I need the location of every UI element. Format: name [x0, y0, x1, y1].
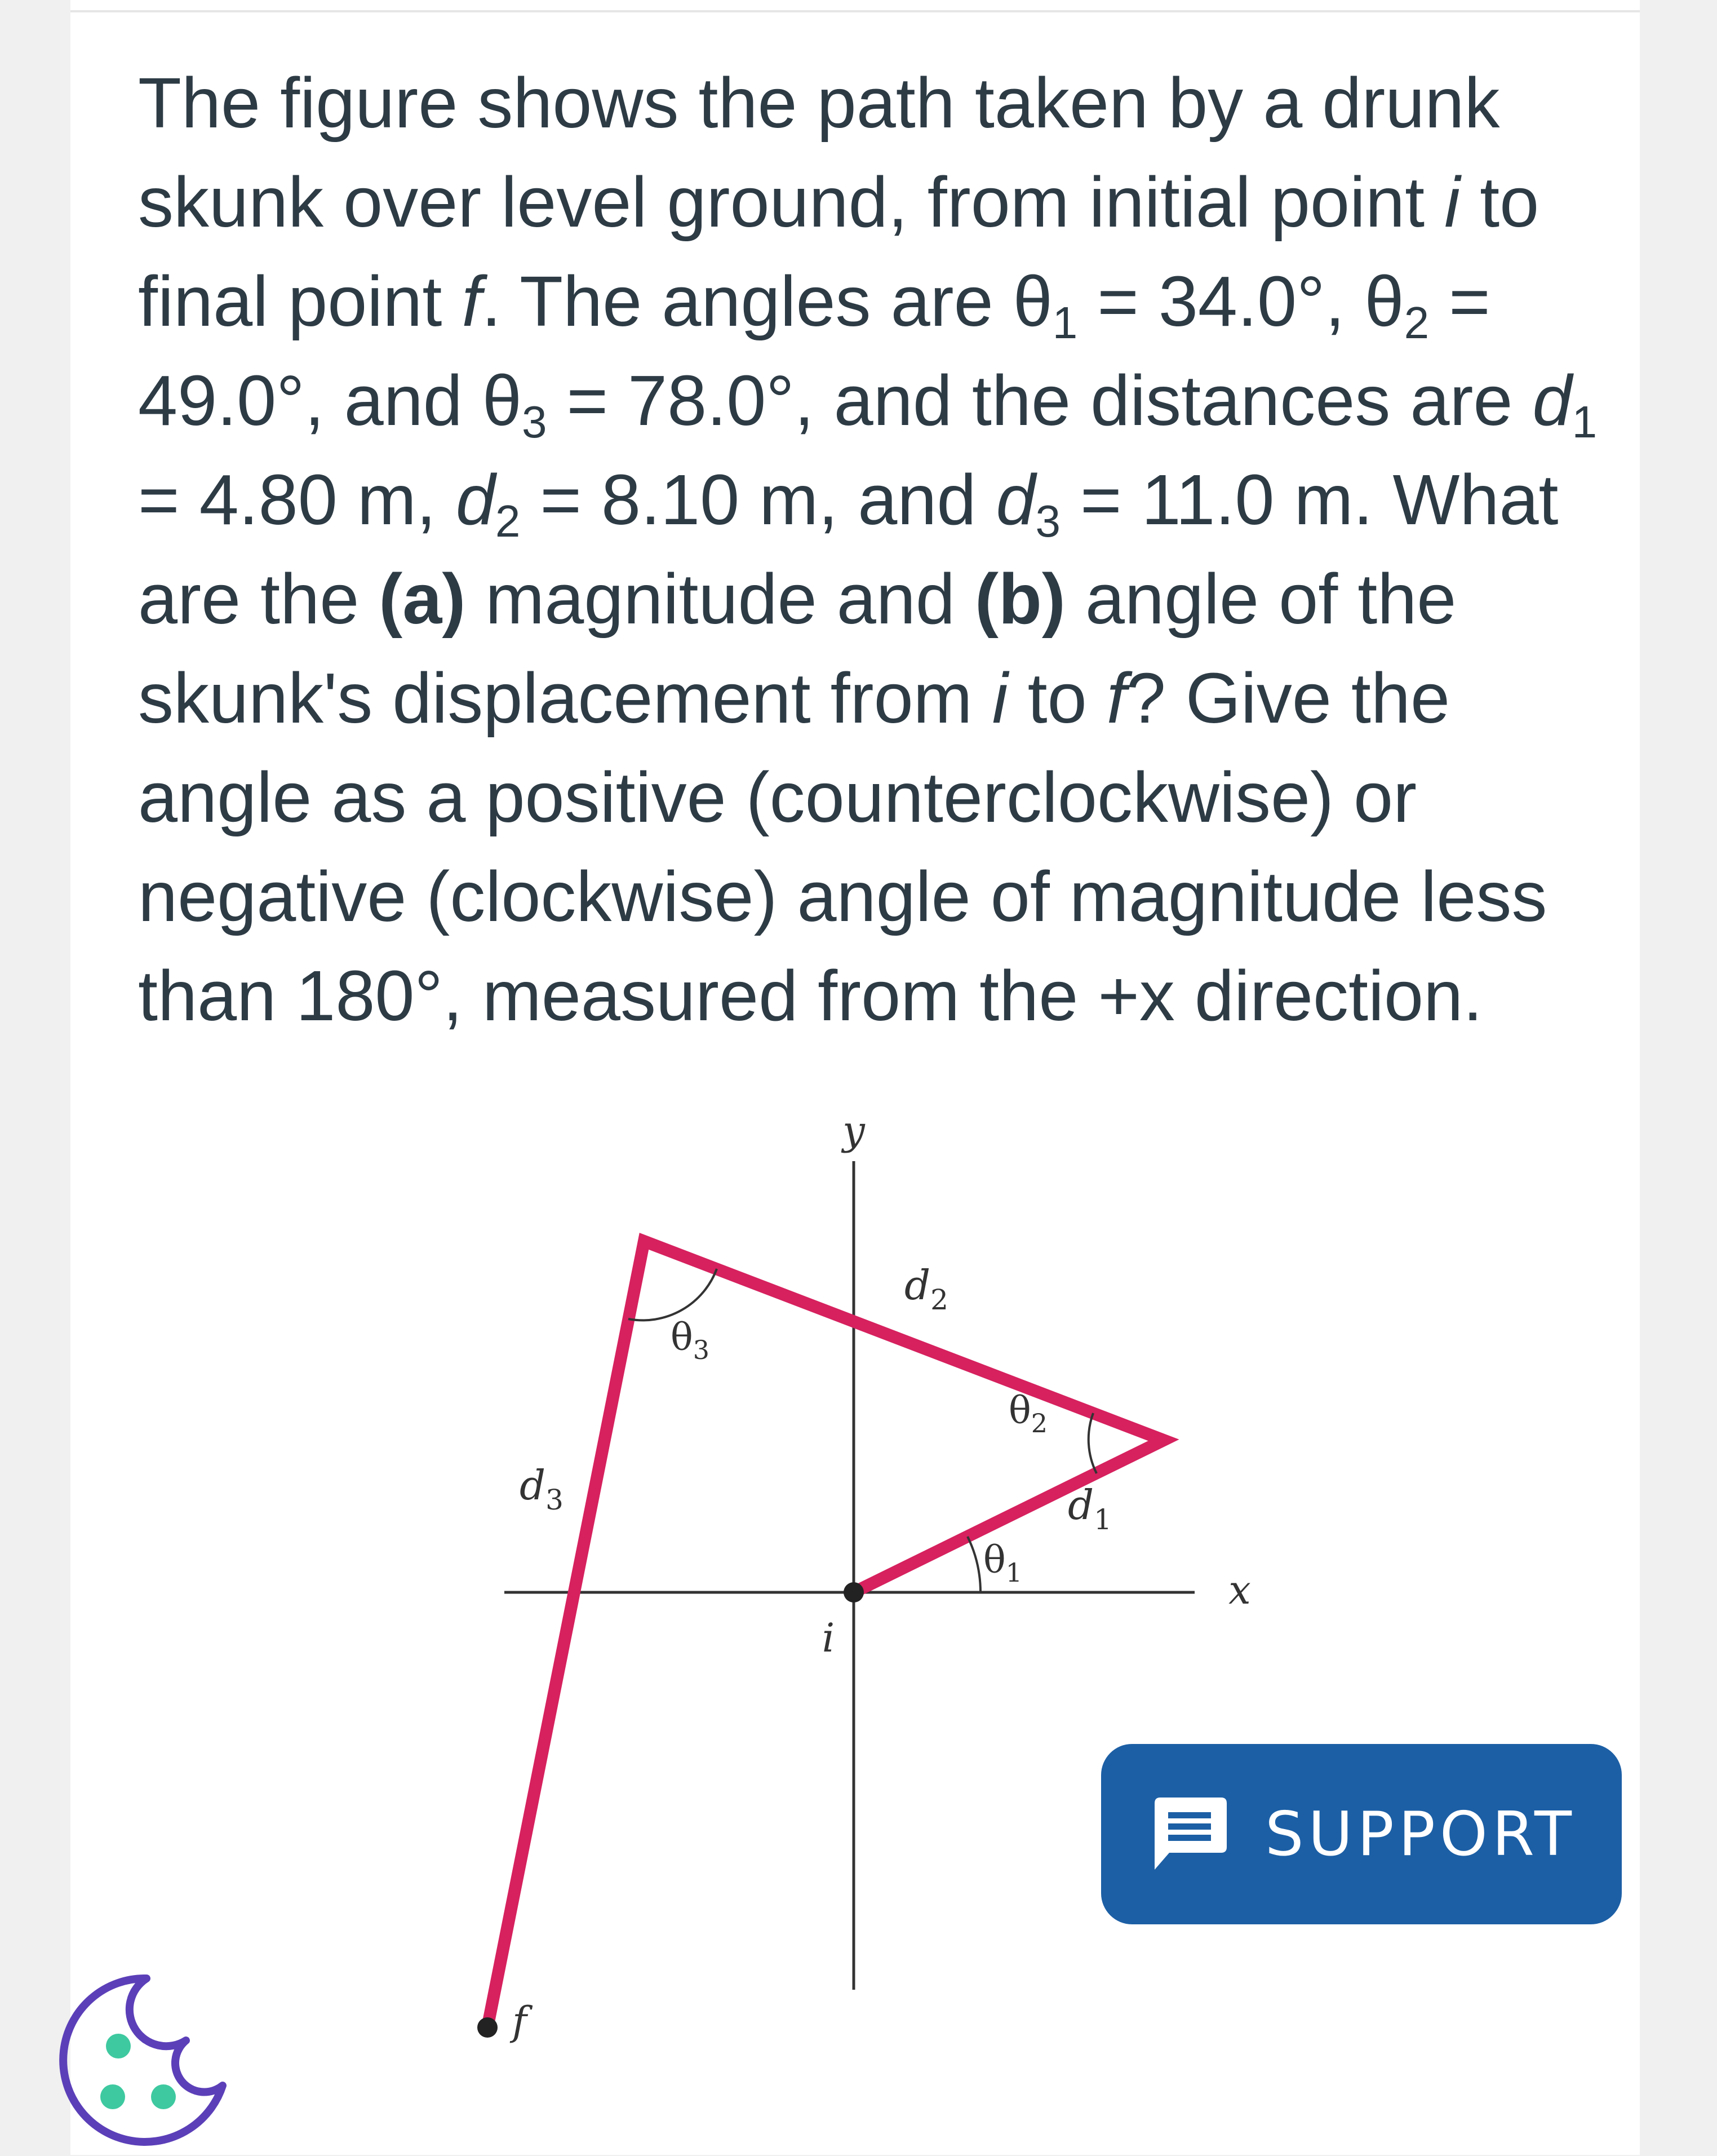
d2-label: $d_2$ — [904, 1261, 948, 1316]
support-label: SUPPORT — [1265, 1799, 1577, 1870]
top-divider — [70, 10, 1640, 12]
chat-bubble-icon — [1147, 1792, 1231, 1876]
theta1-arc — [968, 1537, 980, 1592]
start-label-i: i — [822, 1615, 835, 1661]
support-button[interactable] — [1101, 1744, 1622, 1924]
question-text: The figure shows the path taken by a drunk skunk over level ground, from initial point i to final point f. The angles are $\theta_1 = 34.0^\circ$, $\theta_2 = 49.0^\circ$, and $\theta_3 = 78.0^\circ$, and the distances are $d_1 = 4.80$ m, $d_2 = 8.10$ m, and $d_3 = 11.0$ m. What are the (a) magnitude and (b) angle of the skunk's displacement from i to f? Give the angle as a positive (counterclockwise) or negative (clockwise) angle of magnitude less than 180°, measured from the +x direction. — [138, 63, 1598, 1035]
x-axis-label: x — [1228, 1567, 1251, 1613]
end-label-f: f — [512, 1998, 527, 2044]
y-axis-label: y — [842, 1108, 865, 1154]
theta2-label: $\theta_2$ — [1009, 1389, 1048, 1438]
end-point-f — [477, 2017, 498, 2038]
skunk-path-figure — [394, 1082, 1296, 2074]
d1-label: $d_1$ — [1068, 1481, 1112, 1536]
theta1-label: $\theta_1$ — [983, 1538, 1023, 1588]
start-point-i — [844, 1582, 864, 1602]
d3-label: $d_3$ — [520, 1462, 564, 1516]
theta3-label: $\theta_3$ — [671, 1316, 710, 1365]
cookie-icon — [51, 1967, 237, 2153]
theta2-arc — [1089, 1413, 1097, 1473]
cookie-settings-button[interactable] — [51, 1967, 237, 2153]
